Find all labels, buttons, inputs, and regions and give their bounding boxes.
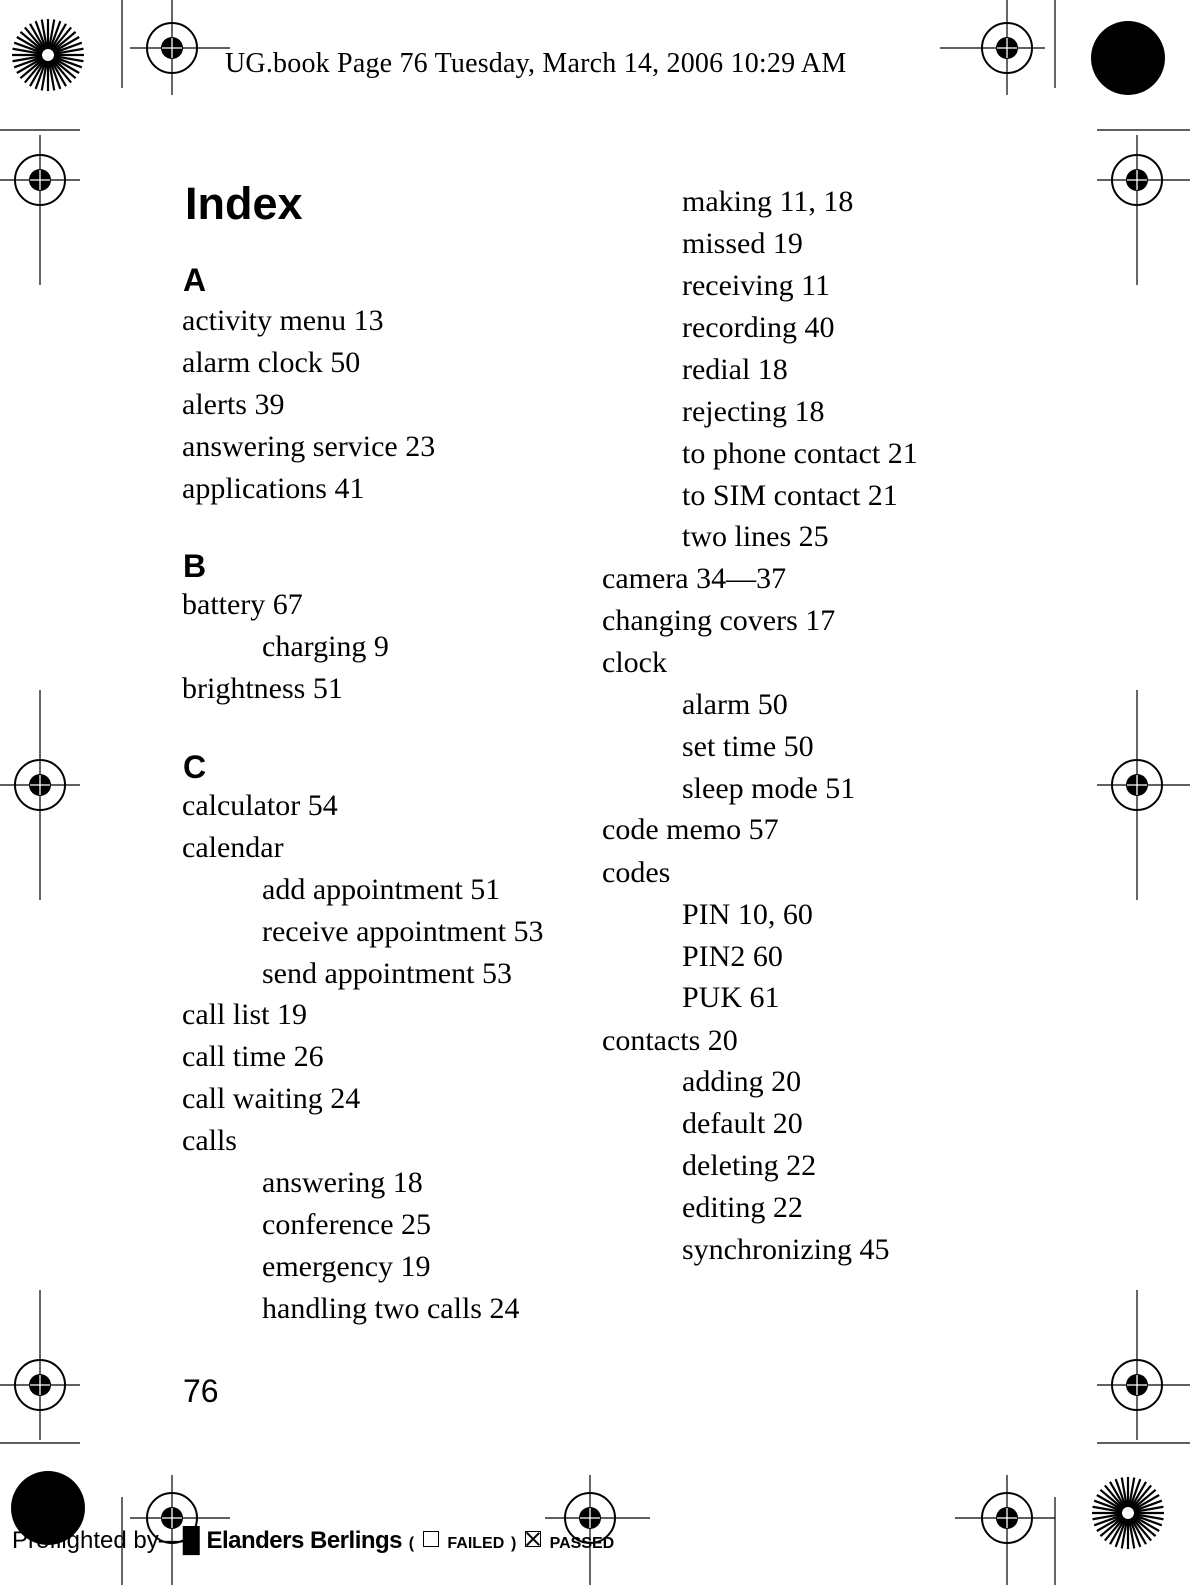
- index-subentry: charging 9: [262, 630, 389, 663]
- index-subentry: send appointment 53: [262, 957, 512, 990]
- index-entry: codes: [602, 856, 671, 889]
- preflight-prefix: Preflighted by: [12, 1527, 159, 1554]
- index-entry: calculator 54: [182, 789, 338, 822]
- index-entry: contacts 20: [602, 1024, 738, 1057]
- index-subentry: PUK 61: [682, 981, 780, 1014]
- index-subentry: answering 18: [262, 1166, 423, 1199]
- index-subentry: receiving 11: [682, 269, 830, 302]
- index-entry: applications 41: [182, 472, 365, 505]
- passed-checkbox-icon: [525, 1531, 541, 1547]
- index-entry: activity menu 13: [182, 304, 384, 337]
- index-subentry: set time 50: [682, 730, 814, 763]
- page-number: 76: [183, 1373, 219, 1409]
- index-subentry: sleep mode 51: [682, 772, 856, 805]
- index-subentry: recording 40: [682, 311, 835, 344]
- index-entry: brightness 51: [182, 672, 343, 705]
- index-subentry: rejecting 18: [682, 395, 825, 428]
- index-subentry: deleting 22: [682, 1149, 817, 1182]
- index-entry: battery 67: [182, 588, 303, 621]
- preflight-stamp: [12, 1527, 614, 1555]
- index-entry: call waiting 24: [182, 1082, 361, 1115]
- section-letter-a: A: [183, 262, 207, 298]
- section-letter-b: B: [183, 548, 207, 584]
- index-subentry: to SIM contact 21: [682, 479, 898, 512]
- passed-label: PASSED: [549, 1535, 615, 1552]
- index-subentry: default 20: [682, 1107, 803, 1140]
- index-entry: changing covers 17: [602, 604, 836, 637]
- index-subentry: handling two calls 24: [262, 1292, 520, 1325]
- index-subentry: alarm 50: [682, 688, 788, 721]
- index-subentry: emergency 19: [262, 1250, 431, 1283]
- failed-checkbox-icon: [423, 1531, 439, 1547]
- index-subentry: redial 18: [682, 353, 788, 386]
- index-entry: answering service 23: [182, 430, 436, 463]
- page-title: Index: [185, 178, 303, 229]
- preflight-brand: Elanders Berlings: [206, 1527, 403, 1554]
- index-subentry: two lines 25: [682, 520, 829, 553]
- index-entry: call list 19: [182, 998, 307, 1031]
- index-entry: clock: [602, 646, 667, 679]
- index-entry: calendar: [182, 831, 284, 864]
- index-entry: alerts 39: [182, 388, 285, 421]
- index-entry: code memo 57: [602, 813, 779, 846]
- index-subentry: synchronizing 45: [682, 1233, 890, 1266]
- open-paren: (: [408, 1535, 415, 1552]
- index-entry: calls: [182, 1124, 237, 1157]
- elanders-logo-icon: —█: [158, 1527, 200, 1554]
- index-subentry: PIN2 60: [682, 940, 783, 973]
- index-entry: call time 26: [182, 1040, 324, 1073]
- index-subentry: PIN 10, 60: [682, 898, 813, 931]
- index-subentry: adding 20: [682, 1065, 802, 1098]
- index-subentry: conference 25: [262, 1208, 432, 1241]
- section-letter-c: C: [183, 749, 207, 785]
- failed-label: FAILED: [447, 1535, 505, 1552]
- index-entry: alarm clock 50: [182, 346, 361, 379]
- index-subentry: making 11, 18: [682, 185, 854, 218]
- close-paren: ): [510, 1535, 517, 1552]
- index-subentry: missed 19: [682, 227, 803, 260]
- index-subentry: editing 22: [682, 1191, 803, 1224]
- index-entry: camera 34—37: [602, 562, 787, 595]
- index-subentry: to phone contact 21: [682, 437, 918, 470]
- index-subentry: add appointment 51: [262, 873, 501, 906]
- print-header: UG.book Page 76 Tuesday, March 14, 2006 10:29 AM: [225, 48, 847, 79]
- index-subentry: receive appointment 53: [262, 915, 544, 948]
